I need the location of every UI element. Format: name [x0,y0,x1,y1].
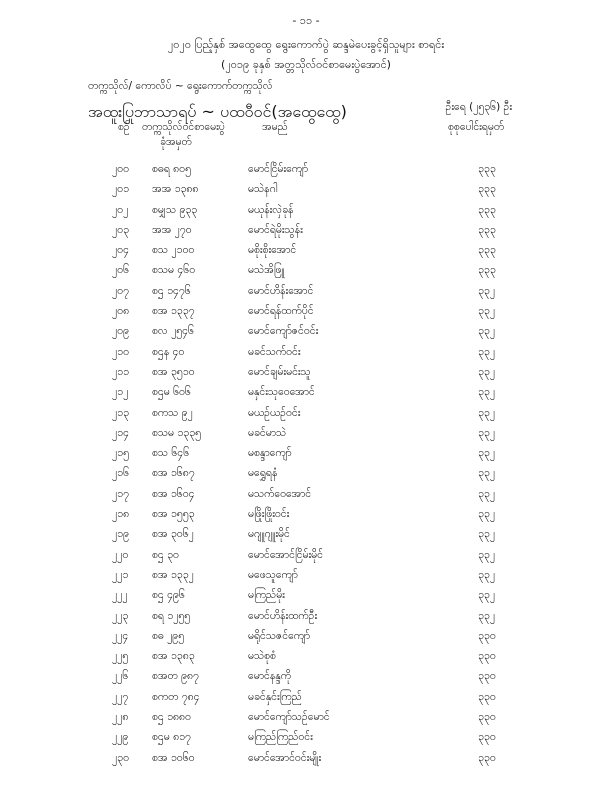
row-name: မကြည်ကြည်ဝင်း [248,731,313,744]
row-name: မခင်နှင်းကြည် [248,690,302,703]
table-row [0,386,612,406]
row-seat-number: စကတ ၇၈၄ [152,690,200,703]
row-score: ၃၃၂ [478,589,495,602]
row-name: မရွှေရနံ [248,467,278,480]
table-row [0,325,612,345]
row-name: မောင်နန္ဒကို [248,670,291,683]
row-seat-number: စသမ ၄၆၀ [152,264,196,277]
row-seat-number: အအ ၁၃၈၈ [152,183,199,196]
row-seat-number: စဓ ၂၉၅ [152,629,185,642]
row-score: ၃၃၂ [478,568,495,581]
table-row [0,447,612,467]
table-row [0,711,612,731]
row-name: မောင်အောင်ဝင်းမျိုး [248,751,322,764]
row-name: မကြည်မိုး [248,589,285,602]
row-seat-number: စဌန ၄၀ [152,345,185,358]
row-number: ၂၁၈ [112,508,130,521]
row-score: ၃၃၀ [478,690,496,703]
row-number: ၂၂၄ [112,629,129,642]
table-row [0,204,612,224]
row-seat-number: စဌမ ၆၀၆ [152,386,191,399]
row-number: ၂၁၉ [112,528,129,541]
row-name: မဖေသူကျော် [248,568,298,581]
row-name: မောင်ချမ်းမင်းသူ [248,365,311,378]
row-score: ၃၃၂ [478,528,495,541]
row-number: ၂၁၅ [112,447,129,460]
row-name: မစိုးစိုးအောင် [248,244,297,257]
row-seat-number: စအ ၁၃၃၂ [152,568,194,581]
row-score: ၃၃၀ [478,711,496,724]
row-number: ၂၂၀ [112,548,129,561]
row-number: ၂၁၇ [112,487,129,500]
row-seat-number: စသမ ၁၃၃၅ [152,426,202,439]
row-score: ၃၃၂ [478,284,495,297]
row-score: ၃၃၃ [478,244,496,257]
row-name: မသဲစုစံ [248,650,276,663]
table-row [0,407,612,427]
table-row [0,285,612,305]
row-seat-number: စအ ၁၀၆၀ [152,751,195,764]
row-name: မနှင်းသုဝေအောင် [248,386,315,399]
table-row [0,366,612,386]
row-number: ၂၂၉ [112,731,129,744]
row-name: မောင်ငြိမ်းကျော် [248,163,309,175]
row-seat-number: စသ ၆၄၆ [152,447,190,460]
row-seat-number: စအ ၁၆၀၄ [152,487,195,500]
header-name: အမည် [262,121,288,133]
row-score: ၃၃၃ [478,223,496,236]
row-score: ၃၃၂ [478,508,495,521]
row-score: ၃၃၂ [478,345,495,358]
row-number: ၂၁၁ [112,365,129,378]
row-name: မသဲအိဖြူ [248,264,285,277]
row-seat-number: စအတ ၉၈၇ [152,670,199,683]
table-row [0,508,612,528]
table-row [0,589,612,609]
table-row [0,183,612,203]
row-score: ၃၃၂ [478,609,495,622]
row-score: ၃၃၂ [478,487,495,500]
table-row [0,569,612,589]
row-seat-number: စလ ၂၅၄၆ [152,325,194,338]
row-score: ၃၃၂ [478,548,495,561]
row-number: ၂၂၆ [112,670,129,683]
row-name: မောင်ရဲမိုးသွန်း [248,223,303,236]
row-seat-number: စရ ၁၂၅၅ [152,609,191,622]
row-score: ၃၃၀ [478,731,496,744]
row-name: မခင်သက်ဝင်း [248,345,301,358]
row-name: မဖြိုးဖြိုးဝင်း [248,508,290,521]
row-number: ၂၁၂ [112,386,129,399]
row-seat-number: စဌ ၄၉၆ [152,589,185,602]
document-title: ၂၀၂၀ ပြည့်နှစ် အထွေထွေ ရွေးကောက်ပွဲ ဆန္ဒမဲပေးခွင့်ရှိသူများ စာရင်း [167,38,445,51]
row-seat-number: စသ ၂၁၀၀ [152,244,195,257]
subject-line: အထူးပြုဘာသာရပ် ~ ပထဝီဝင်(အထွေထွေ) [88,102,347,121]
row-name: မောင်ကျော်သဉ်မောင် [248,711,330,724]
table-row [0,549,612,569]
row-name: မစန္ဒာကျော် [248,447,292,460]
table-row [0,244,612,264]
row-seat-number: စအ ၁၃၈၃ [152,650,195,663]
row-number: ၂၀၉ [112,325,129,338]
row-seat-number: စကသ ၉၂ [152,406,193,419]
row-score: ၃၃၂ [478,325,495,338]
row-name: မသဲနဂါ [248,183,278,196]
row-name: မယုန်းလှဲခုန် [248,203,294,216]
table-row [0,630,612,650]
table-row [0,224,612,244]
table-row [0,731,612,751]
row-number: ၂၂၅ [112,650,129,663]
row-name: မောင်ရန်ထက်ပိုင် [248,305,314,318]
row-number: ၂၂၈ [112,711,129,724]
row-score: ၃၃၃ [478,183,496,196]
row-number: ၂၀၈ [112,305,130,318]
row-name: မဂျူဂျူးမိုင် [248,528,290,541]
row-name: မောင်ဟိန်းထက်ဦး [248,609,318,622]
row-score: ၃၃၂ [478,467,495,480]
row-name: မောင်အောင်ငြိမ်းမိုင် [248,548,323,561]
header-seat: တက္ကသိုလ်ဝင်စာမေးပွဲ [142,121,225,133]
row-seat-number: စဌ ၁၈၈၀ [152,711,191,724]
row-score: ၃၃၃ [478,264,496,277]
table-row [0,691,612,711]
row-seat-number: စအ ၃၀၆၂ [152,528,194,541]
row-name: မရိုင်သဇင်ကျော် [248,629,311,642]
row-name: မယဉ်ယဉ်ဝင်း [248,406,301,419]
university-line: တက္ကသိုလ်/ ကောလိပ် ~ ရွေးကောက်တက္ကသိုလ် [88,80,273,92]
row-seat-number: စဌ ၁၄၇၆ [152,284,191,297]
row-number: ၂၀၁ [112,183,129,196]
subject-row [88,101,512,121]
row-score: ၃၃၀ [478,650,496,663]
row-number: ၂၀၇ [112,284,129,297]
table-row [0,346,612,366]
table-row [0,264,612,284]
row-score: ၃၃၂ [478,426,495,439]
row-seat-number: စအ ၁၃၃၇ [152,305,195,318]
row-seat-number: အအ ၂၇၀ [152,223,192,236]
row-number: ၂၀၃ [112,223,129,236]
row-score: ၃၃၂ [478,447,495,460]
table-row [0,752,612,772]
row-score: ၃၃၂ [478,305,495,318]
row-number: ၂၂၂ [112,589,128,602]
row-number: ၂၃၀ [112,751,129,764]
row-score: ၃၃၀ [478,629,496,642]
row-score: ၃၃၃ [478,163,496,175]
row-score: ၃၃၂ [478,406,495,419]
row-score: ၃၃၀ [478,670,496,683]
row-name: မောင်ဟိန်းအောင် [248,284,314,297]
row-number: ၂၀၂ [112,203,129,216]
row-number: ၂၂၇ [112,690,129,703]
total-count: ဦးရေ (၂၅၃၆) ဦး [445,101,512,113]
row-number: ၂၀၆ [112,264,129,277]
table-row [0,488,612,508]
row-seat-number: စဌမ ၈၁၇ [152,731,191,744]
row-score: ၃၃၂ [478,386,495,399]
table-row [0,670,612,690]
row-score: ၃၃၀ [478,751,496,764]
table-row [0,650,612,670]
header-score: စုစုပေါင်းရမှတ် [448,121,505,133]
row-seat-number: စအ ၃၅၁၀ [152,365,195,378]
row-number: ၂၀၀ [112,163,129,175]
document-subtitle: (၂၀၁၉ ခုနှစ် အတ္တသိုလ်ဝင်စာမေးပွဲအောင်) [221,58,391,71]
row-number: ၂၁၃ [112,406,129,419]
row-seat-number: စအ ၁၆၈၇ [152,467,195,480]
row-number: ၂၁၀ [112,345,129,358]
table-row [0,610,612,630]
page-number: - ၁၁ - [292,14,320,27]
table-row [0,163,612,183]
row-number: ၂၁၆ [112,467,129,480]
row-name: မခင်မာသဲ [248,426,287,439]
row-number: ၂၁၄ [112,426,129,439]
table-row [0,427,612,447]
row-seat-number: စအ ၁၅၅၃ [152,508,195,521]
header-seat-sub: ခုံအမှတ် [160,136,192,148]
row-seat-number: စဓရ ၈၀၅ [152,163,191,175]
row-number: ၂၂၁ [112,568,129,581]
row-seat-number: စဌ ၃၀ [152,548,179,561]
header-number: စဉ် [118,121,130,133]
row-score: ၃၃၃ [478,203,496,216]
table-header [0,121,612,151]
row-name: မောင်ကျော်ဇင်ဝင်း [248,325,319,338]
row-seat-number: စမျှသ ၉၃၃ [152,203,198,216]
table-row [0,305,612,325]
row-number: ၂၀၄ [112,244,129,257]
row-number: ၂၂၃ [112,609,129,622]
table-body [0,163,612,772]
row-score: ၃၃၂ [478,365,495,378]
row-name: မသက်ဝေအောင် [248,487,312,500]
table-row [0,467,612,487]
table-row [0,528,612,548]
